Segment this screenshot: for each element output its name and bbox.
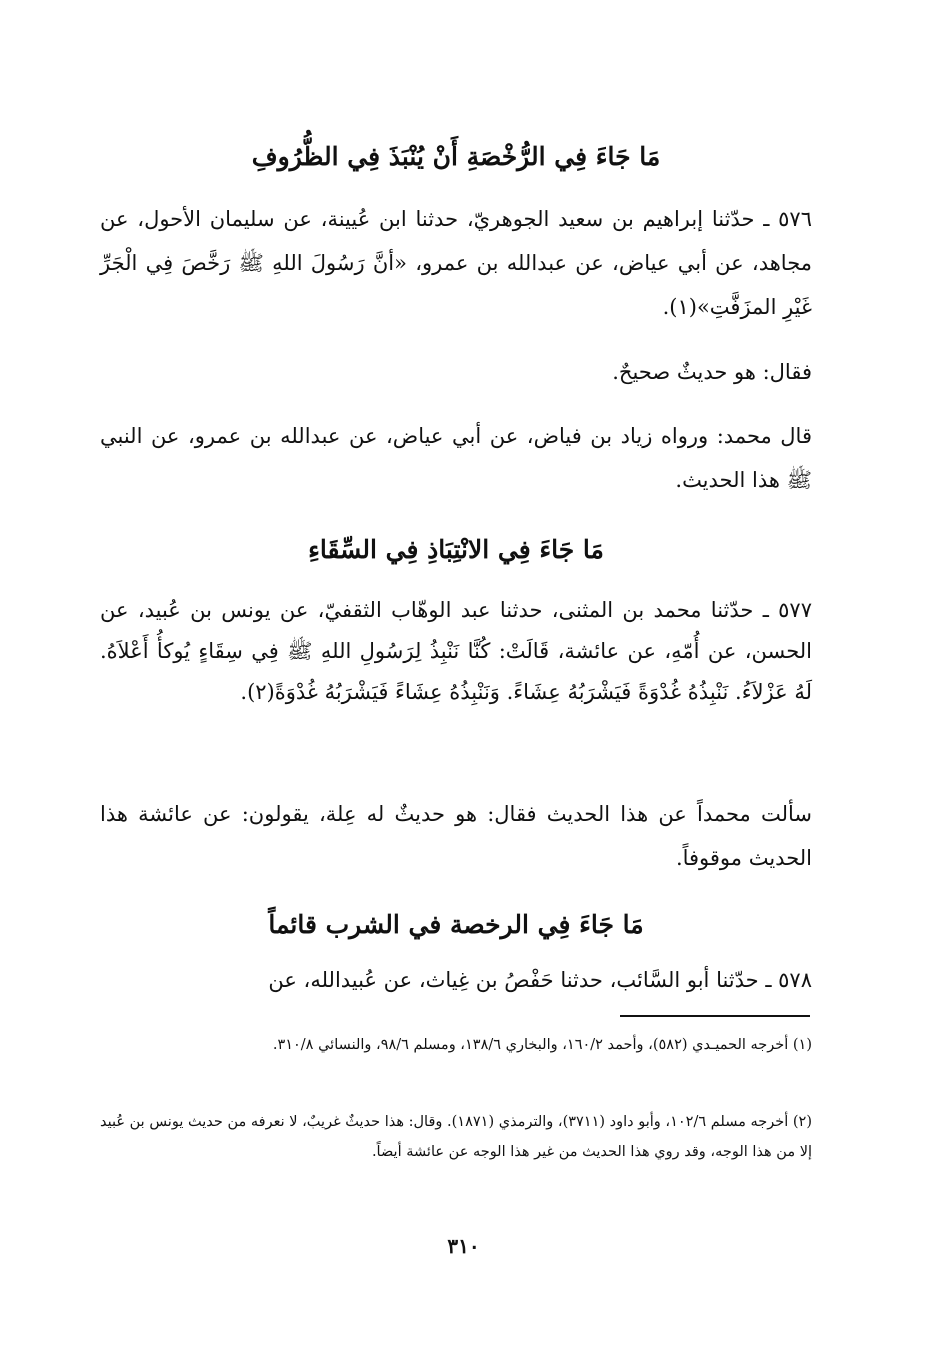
- hadith-576-comment: قال محمد: ورواه زياد بن فياض، عن أبي عياض، عن عبدالله بن عمرو، عن النبي ﷺ هذا الحديث.: [100, 424, 812, 492]
- page-number: ٣١٠: [447, 1234, 480, 1258]
- hadith-577: ٥٧٧ ـ حدّثنا محمد بن المثنى، حدثنا عبد الوهّاب الثقفيّ، عن يونس بن عُبيد، عن الحسن، عن أُمّهِ، عن عائشة، قَالَتْ: كُنَّا نَنْبِذُ لِرَسُولِ اللهِ ﷺ فِي سِقَاءٍ يُوكأُ أَعْلاَهُ. لَهُ عَزْلاَءُ. نَنْبِذُهُ غُدْوَةً فَيَشْرَبُهُ عِشَاءً. وَنَنْبِذُهُ عِشَاءً فَيَشْرَبُهُ غُدْوَةً(٢).: [100, 598, 812, 704]
- section-title-3: مَا جَاءَ فِي الرخصة في الشرب قائماً: [268, 910, 644, 939]
- hadith-576-grading: فقال: هو حديثٌ صحيحٌ.: [612, 360, 812, 384]
- hadith-576: ٥٧٦ ـ حدّثنا إبراهيم بن سعيد الجوهريّ، حدثنا ابن عُيينة، عن سليمان الأحول، عن مجاهد، عن أبي عياض، عن عبدالله بن عمرو، «أنَّ رَسُولَ اللهِ ﷺ رَخَّصَ فِي الْجَرِّ غَيْرِ المزَفَّتِ»(١).: [100, 207, 812, 319]
- hadith-578: ٥٧٨ ـ حدّثنا أبو السَّائب، حدثنا حَفْصُ بن غِياث، عن عُبيدالله، عن: [268, 968, 812, 992]
- hadith-577-comment: سألت محمداً عن هذا الحديث فقال: هو حديثٌ له عِلة، يقولون: عن عائشة هذا الحديث موقوفاً.: [100, 802, 812, 870]
- footnote-separator: [620, 1015, 810, 1017]
- footnote-2: (٢) أخرجه مسلم ١٠٢/٦، وأبو داود (٣٧١١)، والترمذي (١٨٧١). وقال: هذا حديثٌ غريبٌ، لا نعرفه من حديث يونس بن عُبيد إلا من هذا الوجه، وقد روي هذا الحديث من غير هذا الوجه عن عائشة أيضاً.: [100, 1114, 812, 1160]
- footnote-1: (١) أخرجه الحميـدي (٥٨٢)، وأحمد ١٦٠/٢، والبخاري ١٣٨/٦، ومسلم ٩٨/٦، والنسائي ٣١٠/٨.: [272, 1037, 812, 1053]
- section-title-2: مَا جَاءَ فِي الانْتِبَاذِ فِي السِّقَاءِ: [308, 535, 604, 564]
- section-title-1: مَا جَاءَ فِي الرُّخْصَةِ أَنْ يُنْبَذَ فِي الظُّرُوفِ: [251, 142, 661, 171]
